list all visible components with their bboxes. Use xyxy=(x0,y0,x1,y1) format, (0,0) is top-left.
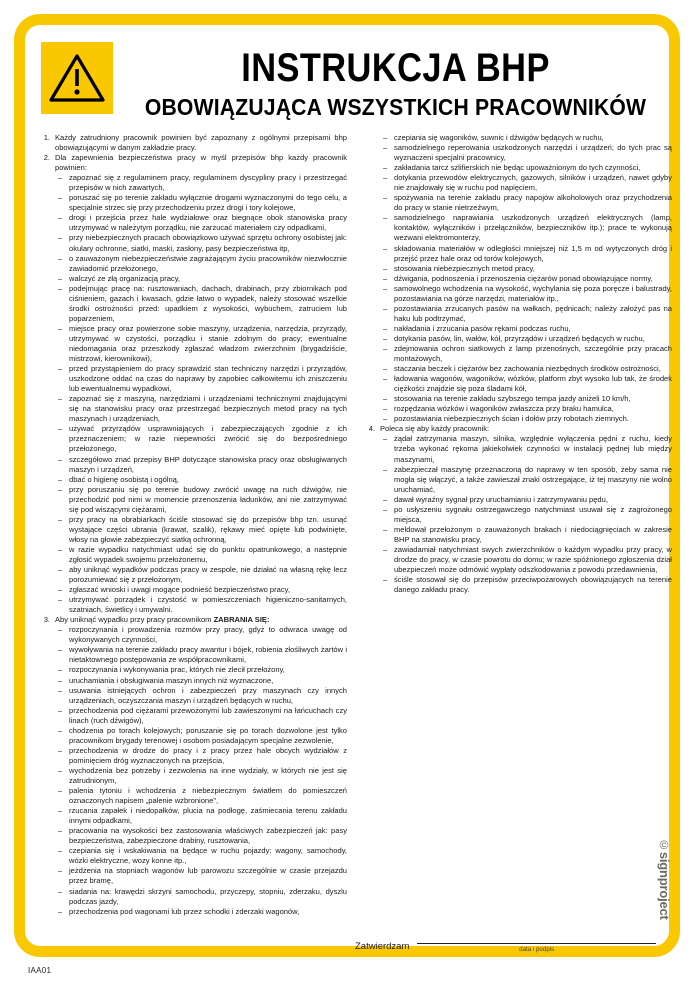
bullet-text: walczyć ze złą organizacją pracy, xyxy=(69,273,181,283)
dash-marker-icon: – xyxy=(383,394,388,404)
bullet-text: dotykania przewodów elektrycznych, gazowych, silników i urządzeń, nawet gdyby nie znajdowały się w ruchu pod napięciem, xyxy=(394,173,672,193)
dash-marker-icon: – xyxy=(58,846,63,856)
bullet-item xyxy=(38,193,347,213)
signature-caption: data i podpis xyxy=(519,946,555,953)
bullet-item xyxy=(363,193,672,213)
bullet-text: używać przyrządów usprawniających i zabezpieczających zgodnie z ich przeznaczeniem; w razie niepewności zwrócić się do bezpośredniego przełożonego, xyxy=(69,424,347,454)
bullet-text: zgłaszać wnioski i uwagi mogące podnieść bezpieczeństwo pracy, xyxy=(69,585,290,595)
dash-marker-icon: – xyxy=(58,765,63,775)
dash-marker-icon: – xyxy=(383,524,388,534)
bullet-item xyxy=(363,133,672,143)
bullet-text: aby uniknąć wypadków podczas pracy w zespole, nie działać na własną rękę lecz porozumiewać się z przełożonym, xyxy=(69,565,347,585)
dash-marker-icon: – xyxy=(383,434,388,444)
bullet-text: utrzymywać porządek i czystość w pomieszczeniach higieniczno-sanitarnych, szatniach, świetlicy i umywalni. xyxy=(69,595,347,615)
bullet-text: podejmując pracę na: rusztowaniach, dachach, drabinach, przy zbiornikach pod ciśnieniem, gazach i kwasach, gdzie łatwo o wypadek, należy stosować wszelkie środki ostrożności przed: upadkiem z wysokości, wybuchem, zatruciem lub poparzeniem, xyxy=(69,283,347,323)
bullet-item xyxy=(38,645,347,665)
bullet-text: rozpoczynania i wykonywania prac, których nie zlecił przełożony, xyxy=(69,665,285,675)
section-text-emphasis: ZABRANIA SIĘ: xyxy=(213,615,270,625)
bullet-item xyxy=(38,284,347,324)
section-number: 2. xyxy=(43,153,50,163)
dash-marker-icon: – xyxy=(58,906,63,916)
bullet-item xyxy=(38,233,347,253)
dash-marker-icon: – xyxy=(383,544,388,554)
bullet-text: dotykania pasów, lin, wałów, kół, przyrządów i urządzeń będących w ruchu, xyxy=(394,333,645,343)
bullet-text: stosowania niebezpiecznych metod pracy, xyxy=(394,263,535,273)
bullet-item xyxy=(38,595,347,615)
dash-marker-icon: – xyxy=(383,283,388,293)
bullet-item xyxy=(38,324,347,364)
approve-label: Zatwierdzam xyxy=(355,941,410,952)
bullet-item xyxy=(38,826,347,846)
dash-marker-icon: – xyxy=(58,323,63,333)
bullet-item xyxy=(38,866,347,886)
bullet-item xyxy=(38,686,347,706)
numbered-section xyxy=(38,133,347,153)
bullet-text: rzucania zapałek i niedopałków, plucia na podłogę, zaśmiecania terenu zakładu innymi odpadkami, xyxy=(69,806,347,826)
dash-marker-icon: – xyxy=(58,193,63,203)
dash-marker-icon: – xyxy=(58,273,63,283)
dash-marker-icon: – xyxy=(58,585,63,595)
right-column xyxy=(363,133,672,923)
bullet-item xyxy=(38,274,347,284)
bullet-item xyxy=(38,213,347,233)
signature-field[interactable] xyxy=(417,932,656,953)
bullet-item xyxy=(38,475,347,485)
bullet-item xyxy=(38,887,347,907)
dash-marker-icon: – xyxy=(58,806,63,816)
bullet-item xyxy=(363,545,672,575)
bullet-text: przechodzenia w drodze do pracy i z pracy przez hale obcych wydziałów z pominięciem dróg wyznaczonych na przejścia, xyxy=(69,745,347,765)
page-subtitle: OBOWIĄZUJĄCA WSZYSTKICH PRACOWNIKÓW xyxy=(144,93,647,120)
dash-marker-icon: – xyxy=(383,213,388,223)
section-text: Dla zapewnienia bezpieczeństwa pracy w myśl przepisów bhp każdy pracownik powinien: xyxy=(55,153,347,173)
bullet-item xyxy=(38,424,347,454)
bullet-text: meldował przełożonym o zauważonych brakach i niedociągnięciach w zakresie BHP na stanowisku pracy, xyxy=(394,524,672,544)
dash-marker-icon: – xyxy=(58,233,63,243)
watermark-text: signproject xyxy=(657,852,672,920)
dash-marker-icon: – xyxy=(58,544,63,554)
section-text-plain: Aby uniknąć wypadku przy pracy pracownikom xyxy=(55,615,214,625)
dash-marker-icon: – xyxy=(383,303,388,313)
dash-marker-icon: – xyxy=(58,725,63,735)
bullet-text: spożywania na terenie zakładu pracy napojów alkoholowych oraz przychodzenia do pracy w stanie nietrzeźwym, xyxy=(394,193,672,213)
bullet-text: pozostawiania niebezpiecznych ścian i dołów przy robotach ziemnych. xyxy=(394,414,629,424)
bullet-item xyxy=(363,213,672,243)
section-number: 1. xyxy=(43,133,50,142)
bullet-item xyxy=(363,394,672,404)
numbered-section xyxy=(38,153,347,173)
bullet-text: przed przystąpieniem do pracy sprawdzić stan techniczny narzędzi i przyrządów, uszkodzone oddać na czas do naprawy by zapobiec całkowitemu ich zniszczeniu lub ewentualnemu wypadkowi, xyxy=(69,364,347,394)
bullet-text: uruchamiania i obsługiwania maszyn innych niż wyznaczone, xyxy=(69,675,274,685)
bullet-item xyxy=(363,505,672,525)
bullet-text: ładowania wagonów, wagoników, wózków, platform zbyt wysoko lub tak, że środek ciężkości znajdzie się poza śladami kół, xyxy=(394,374,672,394)
bullet-text: dźwigania, podnoszenia i przenoszenia ciężarów ponad obowiązujące normy, xyxy=(394,273,653,283)
dash-marker-icon: – xyxy=(383,163,388,173)
bullet-text: zawiadamiał natychmiast swych zwierzchników o każdym wypadku przy pracy, w drodze do pracy, w czasie powrotu do domu; w razie spóźnionego zgłoszenia dział ubezpieczeń może odmówić wypłaty odszkodowania z powodu przedawnienia, xyxy=(394,544,672,575)
dash-marker-icon: – xyxy=(383,464,388,474)
bullet-text: rozpoczynania i prowadzenia rozmów przy pracy, gdyż to odwraca uwagę od wykonywanych czynności, xyxy=(69,625,347,645)
left-column xyxy=(38,133,347,923)
watermark xyxy=(658,838,671,920)
bullet-item xyxy=(363,374,672,394)
dash-marker-icon: – xyxy=(383,575,388,585)
copyright-icon: © xyxy=(657,838,671,853)
dash-marker-icon: – xyxy=(58,595,63,605)
dash-marker-icon: – xyxy=(383,263,388,273)
dash-marker-icon: – xyxy=(383,404,388,414)
bullet-item xyxy=(38,515,347,545)
dash-marker-icon: – xyxy=(383,143,388,153)
bullet-item xyxy=(363,244,672,264)
bullet-item xyxy=(38,665,347,675)
bullet-text: siadania na: krawędzi skrzyni samochodu, przyczepy, stopniu, zderzaku, dyszlu podczas jazdy, xyxy=(69,886,347,906)
bullet-item xyxy=(363,264,672,274)
dash-marker-icon: – xyxy=(383,323,388,333)
bullet-item xyxy=(363,324,672,334)
bullet-item xyxy=(38,545,347,565)
bullet-text: w razie wypadku natychmiast udać się do punktu opatrunkowego, a następnie zgłosić wypadek swojemu przełożonemu, xyxy=(69,544,347,564)
bullet-text: staczania beczek i ciężarów bez zachowania niezbędnych środków ostrożności, xyxy=(394,364,661,374)
bullet-item xyxy=(363,525,672,545)
bullet-item xyxy=(363,143,672,163)
safety-instruction-poster xyxy=(14,14,680,957)
dash-marker-icon: – xyxy=(383,173,388,183)
bullet-text: po usłyszeniu sygnału ostrzegawczego natychmiast usuwał się z zagrożonego miejsca, xyxy=(394,504,672,524)
section-number: 3. xyxy=(43,615,50,625)
dash-marker-icon: – xyxy=(58,394,63,404)
dash-marker-icon: – xyxy=(58,665,63,675)
bullet-item xyxy=(38,455,347,475)
dash-marker-icon: – xyxy=(58,705,63,715)
bullet-text: dawał wyraźny sygnał przy uruchamianiu i zatrzymywaniu pędu, xyxy=(394,494,608,504)
dash-marker-icon: – xyxy=(58,565,63,575)
dash-marker-icon: – xyxy=(58,745,63,755)
bullet-text: rozpędzania wózków i wagoników zwłaszcza przy braku hamulca, xyxy=(394,404,614,414)
dash-marker-icon: – xyxy=(58,454,63,464)
bullet-item xyxy=(38,846,347,866)
bullet-item xyxy=(38,907,347,917)
numbered-section xyxy=(363,424,672,434)
bullet-text: usuwania istniejących ochron i zabezpieczeń przy maszynach czy innych urządzeniach, oczyszczania maszyn i urządzeń będących w ruchu, xyxy=(69,685,347,705)
bullet-text: przy poruszaniu się po terenie budowy zwrócić uwagę na ruch dźwigów, nie przechodzić pod nimi w momencie przenoszenia ładunków, ani nie zatrzymywać się pod wiszącymi ciężarami, xyxy=(69,484,347,514)
dash-marker-icon: – xyxy=(58,173,63,183)
bullet-text: wychodzenia bez potrzeby i zezwolenia na inne wydziały, w których nie jest się zatrudnionym, xyxy=(69,765,347,785)
dash-marker-icon: – xyxy=(383,243,388,253)
bullet-text: wywoływania na terenie zakładu pracy awantur i bójek, robienia złośliwych żartów i nietaktownego postępowania ze współpracownikami, xyxy=(69,645,347,665)
bullet-text: miejsce pracy oraz powierzone sobie maszyny, urządzenia, narzędzia, przyrządy, utrzymywać w czystości, porządku i stanie zdolnym do pracy; ewentualne niedomagania oraz przeszkody zgłaszać władzom zwierzchnim (brygadziście, mistrzowi, kierownikowi), xyxy=(69,323,347,364)
bullet-text: zapoznać się z maszyną, narzędziami i urządzeniami technicznymi znajdującymi się na stanowisku pracy oraz przestrzegać bezpiecznych metod pracy na tych maszynach i urządzeniach, xyxy=(69,394,347,424)
dash-marker-icon: – xyxy=(58,826,63,836)
bullet-item xyxy=(363,334,672,344)
bullet-item xyxy=(363,163,672,173)
dash-marker-icon: – xyxy=(58,866,63,876)
dash-marker-icon: – xyxy=(383,193,388,203)
dash-marker-icon: – xyxy=(383,364,388,374)
bullet-text: drogi i przejścia przez hale wydziałowe oraz biegnące obok stanowiska pracy utrzymywać w należytym porządku, nie zarzucać materiałem czy odpadkami, xyxy=(69,213,347,233)
bullet-text: czepiania się wagoników, suwnic i dźwigów będących w ruchu, xyxy=(394,133,604,142)
dash-marker-icon: – xyxy=(383,333,388,343)
section-text xyxy=(55,615,347,625)
section-text: Poleca się aby każdy pracownik: xyxy=(380,424,490,434)
dash-marker-icon: – xyxy=(383,374,388,384)
poster-footer xyxy=(25,923,669,967)
bullet-text: jeżdżenia na stopniach wagonów lub parowozu szczególnie w czasie przejazdu przez bramę, xyxy=(69,866,347,886)
bullet-text: czepiania się i wskakiwania na będące w ruchu pojazdy: wagony, samochody, wózki elektryczne, wozy konne itp., xyxy=(69,846,347,866)
bullet-text: stosowania na terenie zakładu szybszego tempa jazdy aniżeli 10 km/h, xyxy=(394,394,631,404)
dash-marker-icon: – xyxy=(383,133,388,142)
section-number: 4. xyxy=(368,424,375,434)
bullet-item xyxy=(38,676,347,686)
bullet-text: przechodzenia pod ciężarami przewożonymi lub zawieszonymi na łańcuchach czy linach (ruch dźwigów), xyxy=(69,705,347,725)
dash-marker-icon: – xyxy=(58,253,63,263)
bullet-text: poruszać się po terenie zakładu wyłącznie drogami wyznaczonymi do tego celu, a specjalnie strzec się przy przechodzeniu przez drogi i tory kolejowe, xyxy=(69,193,347,213)
bullet-item xyxy=(38,254,347,274)
dash-marker-icon: – xyxy=(58,364,63,374)
dash-marker-icon: – xyxy=(58,886,63,896)
numbered-section xyxy=(38,615,347,625)
dash-marker-icon: – xyxy=(383,504,388,514)
bullet-item xyxy=(38,364,347,394)
bullet-text: samodzielnego reperowania uszkodzonych narzędzi i urządzeń; do tych prac są wyznaczeni specjalni pracownicy, xyxy=(394,143,672,163)
bullet-text: palenia tytoniu i wchodzenia z niebezpiecznym światłem do pomieszczeń oznaczonych napisem „palenie wzbronione", xyxy=(69,786,347,806)
bullet-item xyxy=(38,173,347,193)
bullet-text: dbać o higienę osobistą i ogólną, xyxy=(69,474,179,484)
dash-marker-icon: – xyxy=(58,675,63,685)
bullet-item xyxy=(363,575,672,595)
bullet-item xyxy=(363,404,672,414)
poster-title-block xyxy=(113,42,680,119)
bullet-text: samodzielnego naprawiania uszkodzonych urządzeń elektrycznych (lamp, kontaktów, wyłączników i przełączników, bezpieczników itp.); prace te wykonują wezwani elektromonterzy, xyxy=(394,213,672,243)
bullet-text: zdejmowania ochron siatkowych z lamp przenośnych, szczególnie przy pracach montażowych, xyxy=(394,343,672,364)
dash-marker-icon: – xyxy=(383,273,388,283)
bullet-item xyxy=(38,625,347,645)
bullet-text: nakładania i zrzucania pasów rękami podczas ruchu, xyxy=(394,323,571,333)
bullet-item xyxy=(363,284,672,304)
dash-marker-icon: – xyxy=(58,786,63,796)
bullet-item xyxy=(363,304,672,324)
bullet-text: przy niebezpiecznych pracach obowiązkowo używać sprzętu ochrony osobistej jak: okulary ochronne, siatki, maski, zasłony, pasy bezpieczeństwa itp, xyxy=(69,233,347,253)
bullet-item xyxy=(38,726,347,746)
warning-triangle-icon xyxy=(41,42,113,114)
signature-line[interactable] xyxy=(417,932,656,944)
bullet-text: samowolnego wchodzenia na wysokość, wychylania się poza poręcze i balustrady, pozostawiania na górze narzędzi, materiałów itp., xyxy=(394,283,672,303)
bullet-item xyxy=(38,485,347,515)
bullet-item xyxy=(38,565,347,585)
dash-marker-icon: – xyxy=(383,414,388,424)
dash-marker-icon: – xyxy=(58,645,63,655)
bullet-item xyxy=(363,414,672,424)
bullet-item xyxy=(363,173,672,193)
dash-marker-icon: – xyxy=(58,213,63,223)
bullet-text: składowania materiałów w odległości mniejszej niż 1,5 m od wytyczonych dróg i przejść przez hale oraz od torów kolejowych, xyxy=(394,243,672,263)
content-columns xyxy=(25,133,672,923)
bullet-item xyxy=(363,495,672,505)
bullet-item xyxy=(38,585,347,595)
bullet-item xyxy=(363,274,672,284)
bullet-text: szczegółowo znać przepisy BHP dotyczące stanowiska pracy oraz obsługiwanych maszyn i urządzeń, xyxy=(69,454,347,474)
bullet-text: przy pracy na obrabiarkach ściśle stosować się do przepisów bhp tzn. usunąć wystające części ubrania (krawat, szalik), rękawy mieć opięte lub podwinięte, włosy na głowie zabezpieczyć siatką ochronną, xyxy=(69,514,347,544)
bullet-text: zapoznać się z regulaminem pracy, regulaminem dyscypliny pracy i przestrzegać przepisów w nich zawartych, xyxy=(69,173,347,193)
dash-marker-icon: – xyxy=(58,484,63,494)
bullet-text: chodzenia po torach kolejowych; poruszanie się po torach dozwolone jest tylko pracownikom brygady terenowej i osobom posiadającym specjalne zezwolenie, xyxy=(69,725,347,745)
page-title: INSTRUKCJA BHP xyxy=(241,46,550,90)
bullet-item xyxy=(363,434,672,464)
dash-marker-icon: – xyxy=(58,685,63,695)
section-text: Każdy zatrudniony pracownik powinien być zapoznany z ogólnymi przepisami bhp obowiązującymi w danym zakładzie pracy. xyxy=(55,133,347,153)
dash-marker-icon: – xyxy=(383,343,388,353)
dash-marker-icon: – xyxy=(58,424,63,434)
bullet-item xyxy=(363,344,672,364)
bullet-text: pozostawiania zrzucanych pasów na wałkach, pędnicach; należy założyć pas na haku lub podtrzymać, xyxy=(394,303,672,323)
dash-marker-icon: – xyxy=(58,514,63,524)
dash-marker-icon: – xyxy=(383,494,388,504)
bullet-item xyxy=(38,746,347,766)
bullet-item xyxy=(38,706,347,726)
signature-row xyxy=(38,923,656,953)
bullet-item xyxy=(363,364,672,374)
dash-marker-icon: – xyxy=(58,283,63,293)
bullet-text: zabezpieczał maszynę przeznaczoną do naprawy w ten sposób, żeby sama nie mogła się włączyć, a także zawieszał znaki ostrzegające, iż tej maszyny nie wolno uruchamiać, xyxy=(394,464,672,494)
poster-header xyxy=(25,25,669,133)
bullet-item xyxy=(38,394,347,424)
dash-marker-icon: – xyxy=(58,474,63,484)
bullet-item xyxy=(38,766,347,786)
bullet-text: żądał zatrzymania maszyn, silnika, względnie wyłączenia pędni z ruchu, kiedy trzeba wykonać rękoma jakiekolwiek czynności w instalacji pędnej lub między maszynami, xyxy=(394,434,672,464)
bullet-item xyxy=(38,786,347,806)
bullet-item xyxy=(363,465,672,495)
product-code: IAA01 xyxy=(28,966,52,975)
bullet-item xyxy=(38,806,347,826)
bullet-text: zakładania tarcz szlifierskich nie będąc upoważnionym do tych czynności, xyxy=(394,163,641,173)
bullet-text: o zauważonym niebezpieczeństwie zagrażającym życiu pracowników niezwłocznie zawiadomić przełożonego, xyxy=(69,253,347,273)
bullet-text: ściśle stosował się do przepisów przeciwpożarowych obowiązujących na terenie danego zakładu pracy. xyxy=(394,575,672,595)
dash-marker-icon: – xyxy=(58,625,63,635)
bullet-text: przechodzenia pod wagonami lub przez schodki i zderzaki wagonów, xyxy=(69,906,300,916)
bullet-text: pracowania na wysokości bez zastosowania właściwych zabezpieczeń jak: pasy bezpieczeństwa, zabezpieczone drabiny, rusztowania, xyxy=(69,826,347,846)
